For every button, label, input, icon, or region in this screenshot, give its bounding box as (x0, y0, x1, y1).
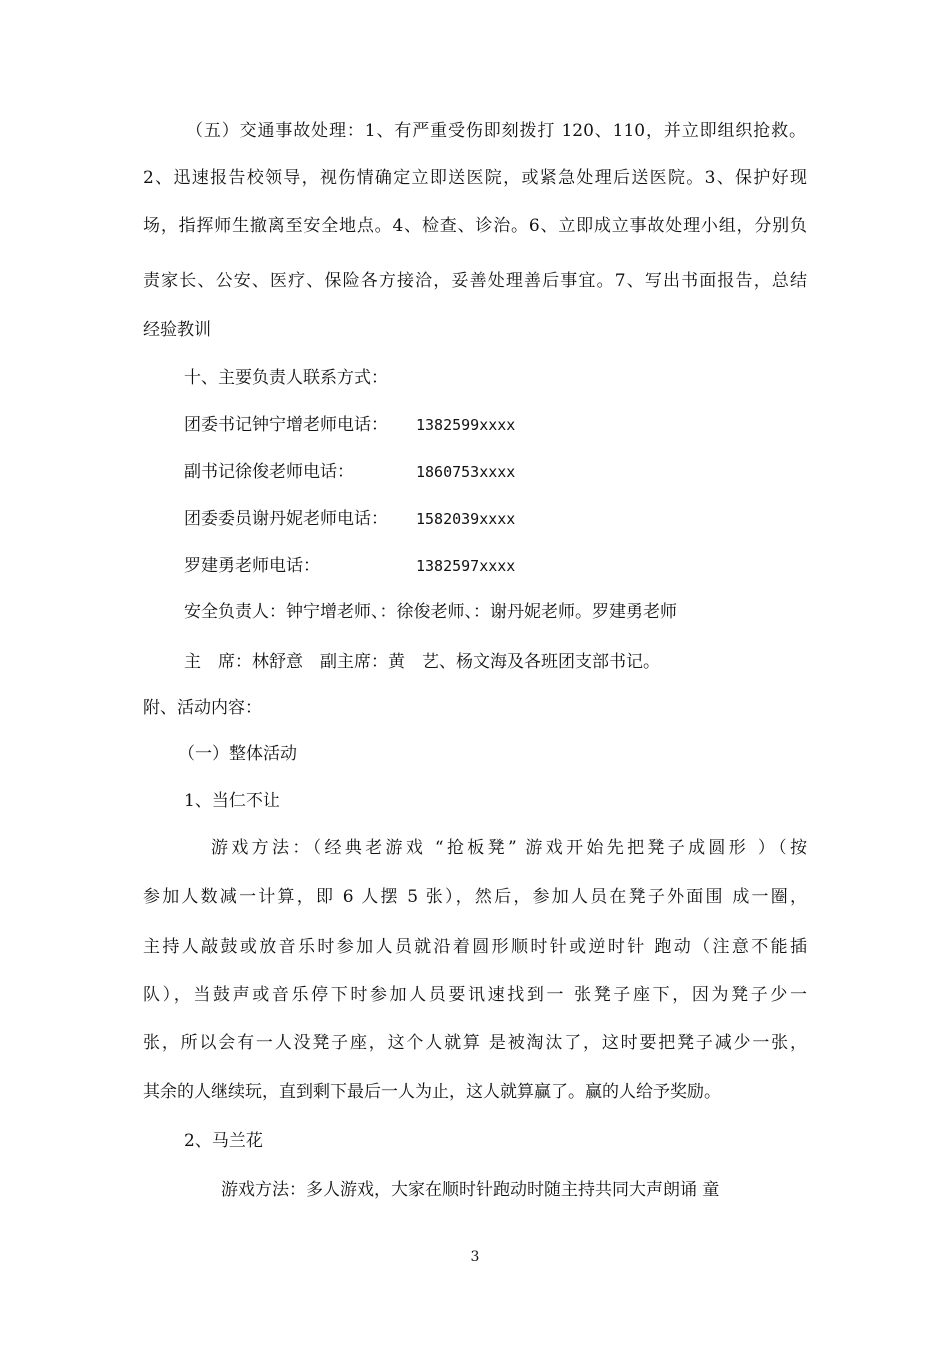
game1-line-3: 主持人敲鼓或放音乐时参加人员就沿着圆形顺时针或逆时针 跑动（注意不能插 (143, 937, 807, 957)
game1-line-6: 其余的人继续玩，直到剩下最后一人为止，这人就算赢了。赢的人给予奖励。 (143, 1082, 721, 1102)
game1-line-1: 游戏方法：（经典老游戏 “抢板凳” 游戏开始先把凳子成圆形 ）（按 (211, 838, 807, 858)
contact-phone: 1382597xxxx (416, 557, 516, 575)
game1-line-5: 张，所以会有一人没凳子座，这个人就算 是被淘汰了，这时要把凳子减少一张， (143, 1033, 807, 1053)
overall-activity-heading: （一）整体活动 (178, 744, 297, 764)
chairs-line: 主 席：林舒意 副主席：黄 艺、杨文海及各班团支部书记。 (184, 652, 660, 672)
contact-label: 团委委员谢丹妮老师电话： (184, 509, 388, 529)
para-traffic-line-3: 场，指挥师生撤离至安全地点。4、检查、诊治。6、立即成立事故处理小组，分别负 (143, 216, 807, 236)
contact-row (184, 507, 516, 531)
contact-row (184, 413, 516, 437)
page-number: 3 (470, 1249, 480, 1265)
para-traffic-line-4: 责家长、公安、医疗、保险各方接洽，妥善处理善后事宜。7、写出书面报告，总结 (143, 271, 807, 291)
contact-phone: 1860753xxxx (416, 463, 516, 481)
safety-responsible: 安全负责人：钟宁增老师、：徐俊老师、：谢丹妮老师。罗建勇老师 (184, 602, 677, 622)
game1-title: 1、当仁不让 (184, 791, 280, 811)
contact-row (184, 460, 516, 484)
contact-label: 罗建勇老师电话： (184, 556, 320, 576)
game2-title: 2、马兰花 (184, 1131, 263, 1151)
section-ten-heading: 十、主要负责人联系方式： (184, 368, 388, 388)
para-traffic-line-2: 2、迅速报告校领导，视伤情确定立即送医院，或紧急处理后送医院。3、保护好现 (143, 168, 807, 188)
contact-phone: 1382599xxxx (416, 416, 516, 434)
game2-line-1: 游戏方法：多人游戏，大家在顺时针跑动时随主持共同大声朗诵 童 (221, 1180, 720, 1200)
contact-row (184, 554, 516, 578)
para-traffic-line-1: （五）交通事故处理：1、有严重受伤即刻拨打 120、110，并立即组织抢救。 (186, 121, 806, 141)
contact-phone: 1582039xxxx (416, 510, 516, 528)
game1-line-2: 参加人数减一计算，即 6 人摆 5 张），然后，参加人员在凳子外面围 成一圈， (143, 887, 807, 907)
contact-label: 团委书记钟宁增老师电话： (184, 415, 388, 435)
game1-line-4: 队），当鼓声或音乐停下时参加人员要讯速找到一 张凳子座下，因为凳子少一 (143, 985, 807, 1005)
appendix-heading: 附、活动内容： (143, 698, 262, 718)
contact-label: 副书记徐俊老师电话： (184, 462, 354, 482)
para-traffic-line-5: 经验教训 (143, 320, 211, 340)
